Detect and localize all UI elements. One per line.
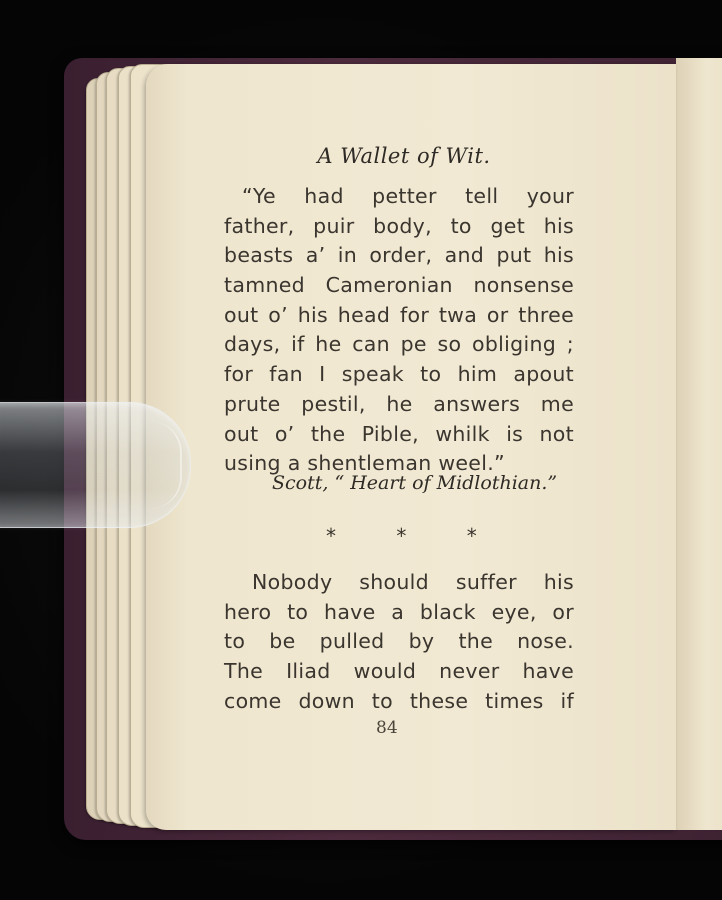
text-line: beasts a’ in order, and put his	[224, 243, 574, 268]
text-line: The Iliad would never have	[224, 659, 574, 684]
text-line: hero to have a black eye, or	[224, 599, 574, 624]
text-line: days, if he can pe so obliging ;	[224, 332, 574, 357]
text-line: out o’ his head for twa or three	[224, 302, 574, 327]
quote-attribution: Scott, “ Heart of Midlothian.”	[272, 472, 558, 494]
separator-star: *	[326, 524, 336, 548]
clear-bookmark-tab[interactable]	[0, 402, 191, 528]
running-head: A Wallet of Wit.	[317, 144, 491, 168]
text-line: using a shentleman weel.”	[224, 451, 505, 476]
text-line: Nobody should suffer his	[252, 570, 574, 594]
text-line: tamned Cameronian nonsense	[224, 273, 574, 298]
text-line: for fan I speak to him apout	[224, 362, 574, 387]
book-page	[146, 64, 676, 830]
text-line: prute pestil, he answers me	[224, 391, 574, 416]
section-separator	[326, 524, 531, 548]
text-line: father, puir body, to get his	[224, 213, 574, 238]
passage-essay	[224, 568, 574, 716]
page-number: 84	[376, 718, 398, 738]
text-line: to be pulled by the nose.	[224, 629, 574, 654]
text-line: come down to these times if	[224, 688, 574, 713]
text-line: out o’ the Pible, whilk is not	[224, 421, 574, 446]
text-line: “Ye had petter tell your	[242, 184, 574, 208]
facing-page-edge	[676, 58, 722, 830]
passage-quote	[224, 182, 574, 479]
separator-star: *	[466, 524, 477, 548]
separator-star: *	[396, 524, 407, 548]
